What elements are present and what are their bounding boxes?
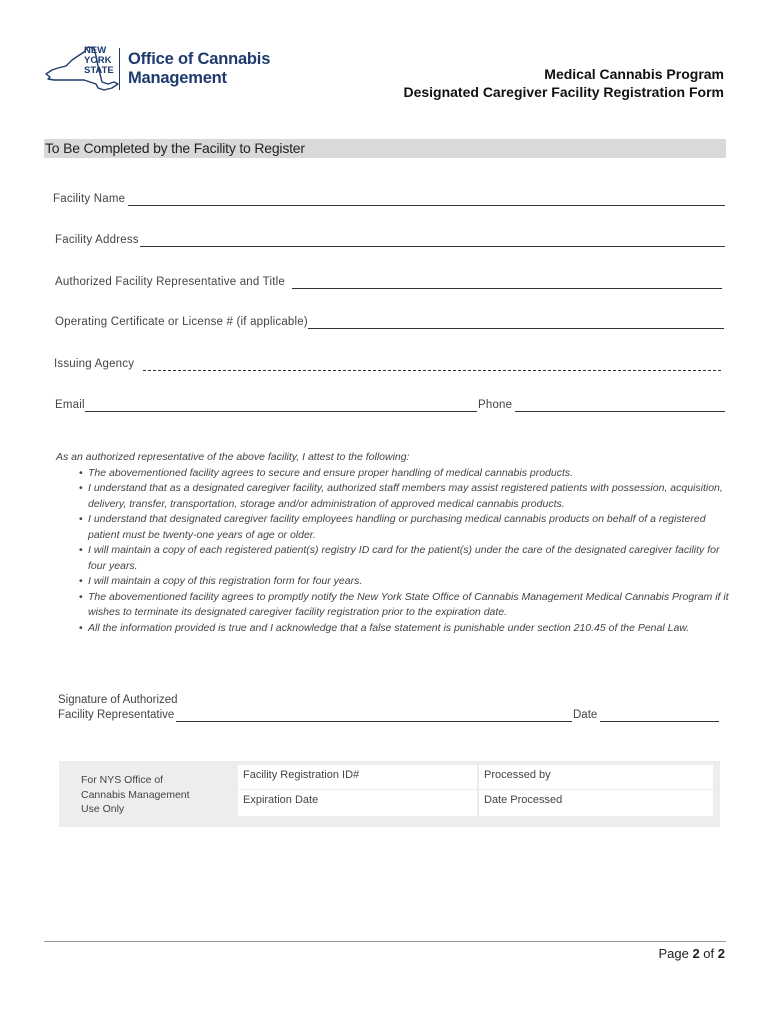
program-title: Medical Cannabis Program <box>544 66 724 82</box>
facility-name-label: Facility Name <box>53 193 126 205</box>
form-title: Designated Caregiver Facility Registration Form <box>403 84 724 100</box>
logo-office-name <box>128 50 270 88</box>
bullet-icon: • <box>79 590 83 603</box>
certificate-label: Operating Certificate or License # (if applicable) <box>55 316 308 328</box>
form-header <box>403 65 724 101</box>
attestation-item: • I will maintain a copy of this registration form for four years. <box>56 574 736 590</box>
facility-address-label: Facility Address <box>55 234 139 246</box>
phone-label: Phone <box>478 399 513 411</box>
logo-state-line3: STATE <box>84 65 114 76</box>
attestation-block <box>56 450 736 636</box>
section-title: To Be Completed by the Facility to Register <box>45 140 305 156</box>
attestation-item: • I will maintain a copy of each registered patient(s) registry ID card for the patient(s) under the care of the designated caregiver facility for four years. <box>79 544 720 572</box>
logo-divider <box>119 48 120 90</box>
logo-state-text <box>84 46 114 76</box>
date-processed-cell[interactable]: Date Processed <box>479 790 713 816</box>
registration-id-cell[interactable]: Facility Registration ID# <box>238 765 477 789</box>
bullet-icon: • <box>79 482 83 494</box>
facility-address-input-line[interactable] <box>140 246 725 247</box>
office-use-label <box>81 773 190 817</box>
page-word: Page <box>658 946 689 961</box>
office-use-label-line2: Cannabis Management <box>81 788 190 801</box>
of-word: of <box>703 946 715 961</box>
footer-divider <box>44 941 726 942</box>
certificate-input-line[interactable] <box>308 328 724 329</box>
page-number <box>658 946 725 961</box>
representative-label: Authorized Facility Representative and Title <box>55 276 285 288</box>
attestation-intro: As an authorized representative of the above facility, I attest to the following: <box>56 451 410 463</box>
bullet-icon: • <box>79 513 83 525</box>
signature-label-line2: Facility Representative <box>58 709 175 721</box>
attestation-item: • The abovementioned facility agrees to secure and ensure proper handling of medical cannabis products. <box>56 466 736 482</box>
email-input-line[interactable] <box>85 411 477 412</box>
bullet-icon: • <box>79 544 83 556</box>
section-header-bar <box>44 139 726 158</box>
bullet-icon: • <box>79 621 83 634</box>
signature-label <box>58 693 178 723</box>
page-total: 2 <box>717 946 725 961</box>
issuing-agency-input-line[interactable] <box>143 370 721 371</box>
issuing-agency-label: Issuing Agency <box>54 358 135 370</box>
logo-state-line2: YORK <box>84 55 112 66</box>
bullet-icon: • <box>79 575 83 587</box>
email-label: Email <box>55 399 85 411</box>
office-use-label-line1: For NYS Office of <box>81 774 164 786</box>
page-current: 2 <box>692 946 700 961</box>
signature-input-line[interactable] <box>176 721 572 722</box>
representative-input-line[interactable] <box>292 288 722 289</box>
attestation-item: • I understand that as a designated caregiver facility, authorized staff members may assist registered patients with possession, acquisition, delivery, transfer, transportation, storage and/or administration of approved medical cannabis products. <box>79 482 723 510</box>
attestation-item: • I understand that designated caregiver facility employees handling or purchasing medical cannabis products on behalf of a registered patient must be twenty-one years of age or older. <box>79 513 706 541</box>
phone-input-line[interactable] <box>515 411 725 412</box>
bullet-icon: • <box>79 466 83 479</box>
logo-office-line2: Management <box>128 69 227 87</box>
attestation-item: • All the information provided is true and I acknowledge that a false statement is punishable under section 210.45 of the Penal Law. <box>56 621 736 637</box>
attestation-item: • The abovementioned facility agrees to promptly notify the New York State Office of Cannabis Management Medical Cannabis Program if it wishes to terminate its designated caregiver facility registration prior to the expiration date. <box>79 590 729 618</box>
date-input-line[interactable] <box>600 721 719 722</box>
logo-office-line1: Office of Cannabis <box>128 50 271 68</box>
expiration-date-cell[interactable]: Expiration Date <box>238 790 477 816</box>
logo-state-line1: NEW <box>84 45 107 56</box>
office-use-label-line3: Use Only <box>81 803 125 815</box>
facility-name-input-line[interactable] <box>128 205 725 206</box>
date-label: Date <box>573 709 598 721</box>
processed-by-cell[interactable]: Processed by <box>479 765 713 789</box>
attestation-list <box>56 466 736 637</box>
signature-label-line1: Signature of Authorized <box>58 694 178 706</box>
